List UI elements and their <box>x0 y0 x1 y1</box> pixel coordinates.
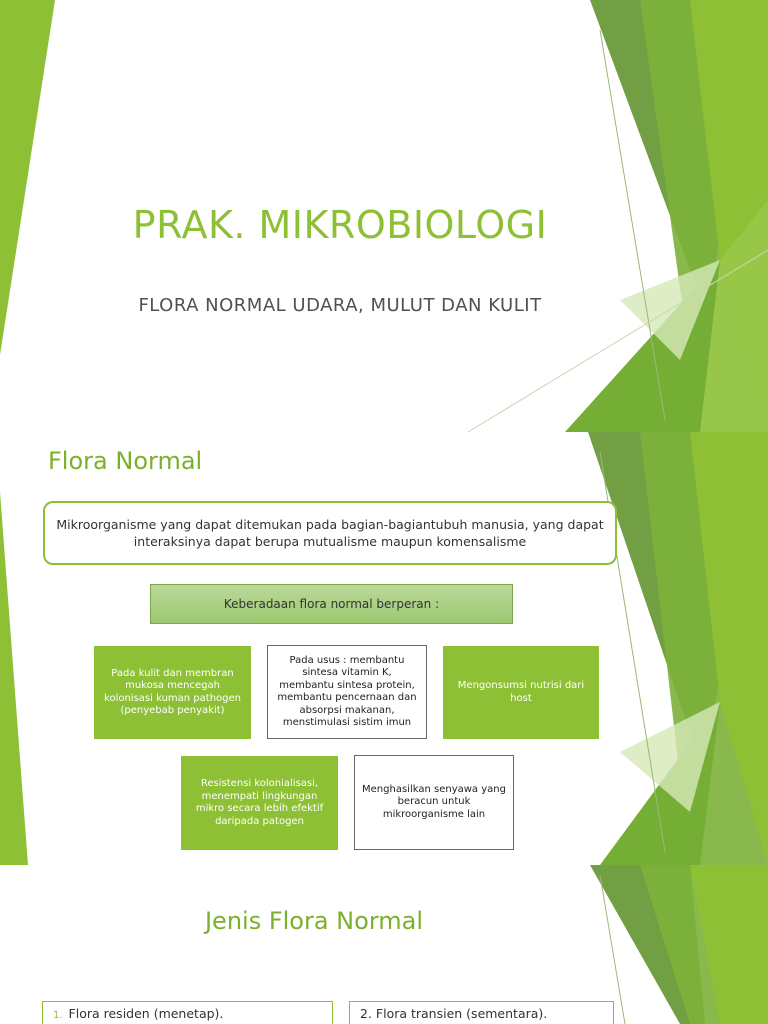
list-item <box>349 1001 614 1024</box>
role-card: Pada kulit dan membran mukosa mencegah kolonisasi kuman pathogen (penyebab penyakit) <box>94 646 251 739</box>
presentation-title: PRAK. MIKROBIOLOGI <box>132 203 548 247</box>
flora-normal-slide <box>0 432 768 865</box>
title-slide <box>0 0 768 432</box>
jenis-flora-slide <box>0 865 768 1024</box>
list-item-text: 2. Flora transien (sementara). <box>360 1006 548 1021</box>
roles-header-box: Keberadaan flora normal berperan : <box>150 584 513 624</box>
list-item-text: Flora residen (menetap). <box>68 1006 224 1021</box>
role-card: Resistensi kolonialisasi, menempati lingkungan mikro secara lebih efektif daripada patogen <box>181 756 338 850</box>
role-card: Pada usus : membantu sintesa vitamin K, membantu sintesa protein, membantu pencernaan dan absorpsi makanan, menstimulasi sistim imun <box>267 645 427 739</box>
presentation-subtitle: FLORA NORMAL UDARA, MULUT DAN KULIT <box>138 295 542 316</box>
role-card: Menghasilkan senyawa yang beracun untuk mikroorganisme lain <box>354 755 514 850</box>
list-number: 1. <box>53 1010 63 1021</box>
slide-title: Jenis Flora Normal <box>204 907 424 935</box>
role-card: Mengonsumsi nutrisi dari host <box>443 646 599 739</box>
list-item <box>42 1001 333 1024</box>
slide-title: Flora Normal <box>48 447 203 475</box>
definition-box: Mikroorganisme yang dapat ditemukan pada bagian-bagiantubuh manusia, yang dapat interaksinya dapat berupa mutualisme maupun komensalisme <box>43 501 617 565</box>
